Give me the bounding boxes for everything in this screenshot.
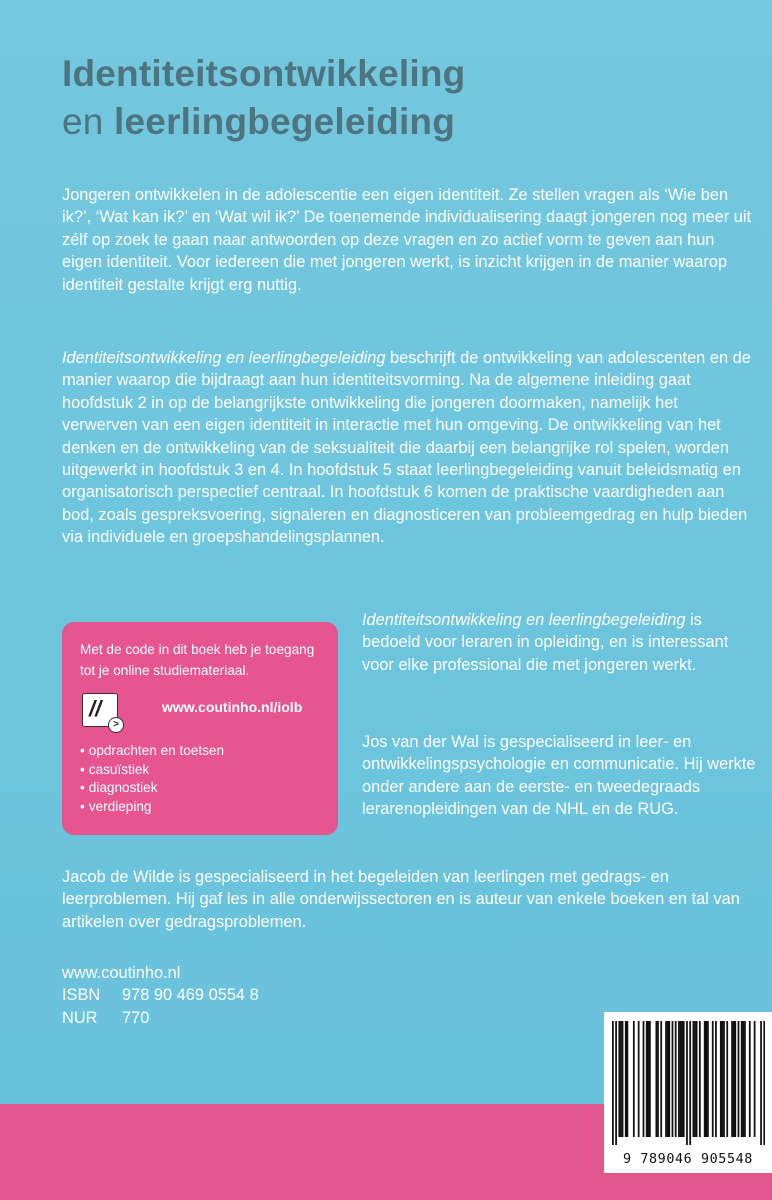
barcode-bar	[744, 1021, 746, 1137]
barcode-bar	[693, 1021, 695, 1137]
barcode-bar	[742, 1021, 744, 1137]
barcode-bar	[686, 1021, 688, 1145]
barcode-bar	[625, 1021, 627, 1137]
nur-value: 770	[122, 1008, 150, 1027]
code-slashes-glyph: //	[89, 696, 102, 721]
barcode-bar	[618, 1021, 620, 1137]
audience-text: is bedoeld voor leraren in opleiding, en is interessant voor elke professional die met jongeren werkt.	[362, 611, 729, 674]
barcode-bar	[720, 1021, 722, 1137]
barcode-bar	[731, 1021, 733, 1137]
barcode-bar	[647, 1021, 649, 1137]
promo-intro: Met de code in dit boek heb je toegang tot je online studiemateriaal.	[80, 642, 315, 678]
isbn-value: 978 90 469 0554 8	[122, 986, 259, 1005]
audience-book-title: Identiteitsontwikkeling en leerlingbegeleiding	[362, 611, 686, 629]
book-title	[62, 50, 465, 146]
feature-list	[80, 742, 322, 816]
barcode-bar	[622, 1021, 624, 1137]
barcode-bar	[694, 1021, 696, 1137]
barcode-bar	[612, 1021, 614, 1145]
barcode-bar	[715, 1021, 717, 1137]
barcode-bar	[620, 1021, 622, 1137]
arrow-icon: >	[108, 717, 124, 733]
barcode	[604, 1012, 772, 1173]
barcode-bar	[665, 1021, 667, 1137]
feature-item: • casuïstiek	[80, 761, 322, 780]
barcode-bar	[657, 1021, 659, 1137]
barcode-bar	[681, 1021, 683, 1137]
barcode-bar	[734, 1021, 736, 1137]
feature-item: • opdrachten en toetsen	[80, 742, 322, 761]
author-bio-jos: Jos van der Wal is gespecialiseerd in leer- en ontwikkelingspsychologie en communicatie. Hij werkte onder andere aan de eerste- en tweedegraads lerarenopleidingen van de NHL en de RUG.	[362, 733, 756, 819]
contents-text: beschrijft de ontwikkeling van adolescenten en de manier waarop die bijdraagt aan hun identiteitsvorming. Na de algemene inleiding gaat hoofdstuk 2 in op de belangrijkste ontwikkeling die jongeren doormaken, namelijk het verwerven van een eigen identiteit in interactie met hun omgeving. De ontwikkeling van het denken en de ontwikkeling van de seksualiteit die daarbij een belangrijke rol spelen, worden uitgewerkt in hoofdstuk 3 en 4. In hoofdstuk 5 staat leerlingbegeleiding vanuit beleidsmatig en organisatorisch perspectief centraal. In hoofdstuk 6 komen de praktische vaardigheden aan bod, zoals gespreksvoering, signaleren en diagnosticeren van probleemgedrag en hulp bieden via individuele en groepshandelingsplannen.	[62, 349, 751, 547]
barcode-bar	[633, 1021, 635, 1137]
barcode-bar	[733, 1021, 735, 1137]
barcode-bar	[683, 1021, 685, 1137]
barcode-bar	[749, 1021, 751, 1137]
barcode-bar	[675, 1021, 677, 1137]
barcode-bar	[678, 1021, 680, 1137]
barcode-bar	[738, 1021, 740, 1137]
barcode-digits: 9 789046 905548	[623, 1152, 753, 1167]
audience-paragraph	[362, 609, 757, 676]
barcode-bar	[696, 1021, 698, 1137]
barcode-bar	[680, 1021, 682, 1137]
online-code-icon	[82, 693, 119, 730]
barcode-bar	[668, 1021, 670, 1137]
nur-row	[62, 1007, 259, 1029]
title-line-2	[62, 98, 465, 146]
barcode-bar	[626, 1021, 628, 1137]
online-material-box	[62, 622, 338, 835]
title-line-2-prefix: en	[62, 101, 104, 142]
barcode-bar	[723, 1021, 725, 1137]
author-bio-jacob: Jacob de Wilde is gespecialiseerd in het begeleiden van leerlingen met gedrags- en leerproblemen. Hij gaf les in alle onderwijssectoren en is auteur van enkele boeken en tal van artikelen over gedragsproblemen.	[62, 868, 740, 931]
barcode-bar	[655, 1021, 657, 1137]
barcode-bar	[649, 1021, 651, 1137]
barcode-bar	[704, 1021, 706, 1137]
barcode-bar	[646, 1021, 648, 1137]
barcode-bar	[754, 1021, 756, 1137]
barcode-bar	[643, 1021, 645, 1137]
barcode-bar	[667, 1021, 669, 1137]
barcode-bar	[722, 1021, 724, 1137]
barcode-bar	[689, 1021, 691, 1145]
barcode-bar	[707, 1021, 709, 1137]
barcode-bar	[760, 1021, 762, 1145]
barcode-bar	[741, 1021, 743, 1137]
barcode-bar	[712, 1021, 714, 1137]
promo-url: www.coutinho.nl/iolb	[162, 699, 303, 715]
feature-item: • verdieping	[80, 798, 322, 817]
publication-info	[62, 962, 259, 1029]
barcode-bar	[705, 1021, 707, 1137]
isbn-row	[62, 984, 259, 1006]
promo-url-row	[80, 688, 322, 738]
website: www.coutinho.nl	[62, 964, 181, 982]
nur-label: NUR	[62, 1008, 98, 1027]
barcode-bar	[638, 1021, 640, 1137]
feature-item: • diagnostiek	[80, 779, 322, 798]
contents-book-title: Identiteitsontwikkeling en leerlingbegeleiding	[62, 349, 386, 367]
title-line-2-bold: leerlingbegeleiding	[114, 101, 456, 142]
title-line-1: Identiteitsontwikkeling	[62, 53, 466, 94]
barcode-bar	[615, 1021, 617, 1145]
barcode-bar	[699, 1021, 701, 1137]
barcode-bar	[763, 1021, 765, 1145]
isbn-label: ISBN	[62, 986, 101, 1005]
contents-paragraph	[62, 347, 752, 549]
barcode-bar	[672, 1021, 674, 1137]
intro-paragraph: Jongeren ontwikkelen in de adolescentie een eigen identiteit. Ze stellen vragen als ‘Wie ben ik?’, ‘Wat kan ik?’ en ‘Wat wil ik?’ De toenemende individualisering daagt jongeren nog meer uit zélf op zoek te gaan naar antwoorden op deze vragen en zo actief vorm te geven aan hun eigen identiteit. Voor iedereen die met jongeren werkt, is inzicht krijgen in de manier waarop identiteit gestalte krijgt erg nuttig.	[62, 186, 752, 294]
barcode-bar	[660, 1021, 662, 1137]
barcode-bar	[726, 1021, 728, 1137]
barcode-bars	[612, 1021, 765, 1145]
